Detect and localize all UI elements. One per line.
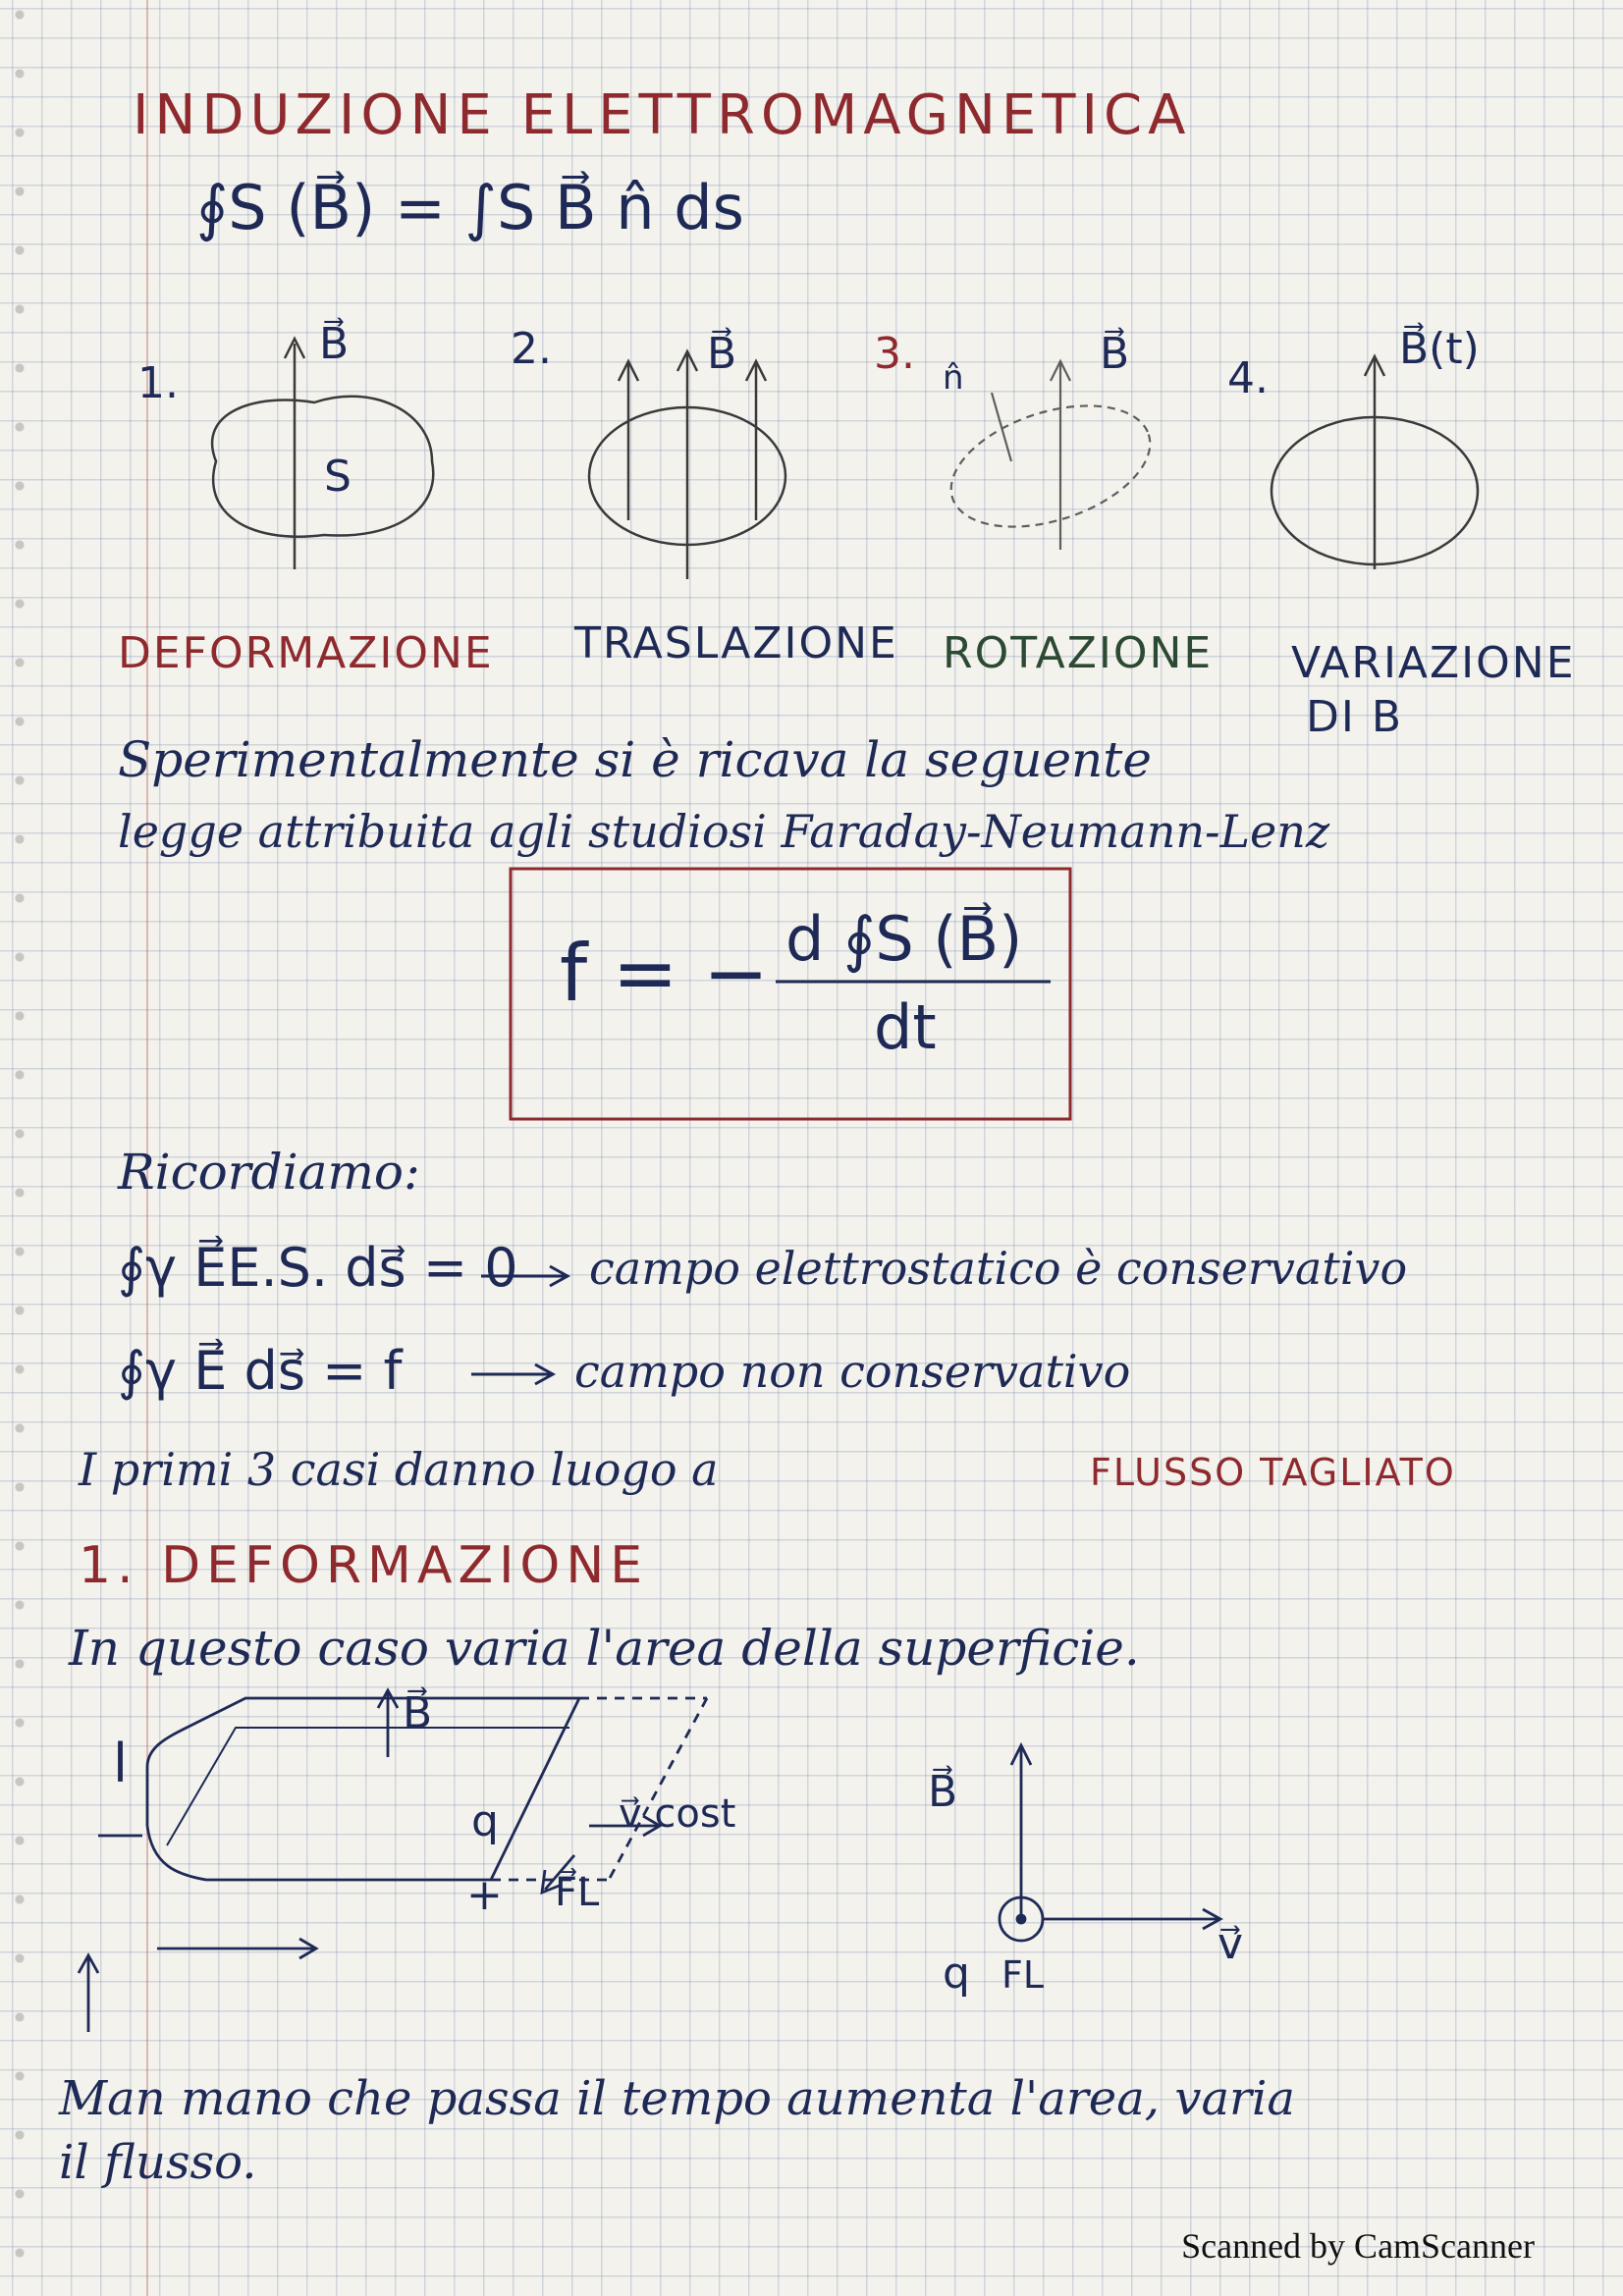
force-diagram-q: q — [943, 1949, 970, 1999]
case2-name: TRASLAZIONE — [574, 618, 898, 668]
recall-heading: Ricordiamo: — [118, 1144, 420, 1201]
recall-formula-2: ∮γ E⃗ ds⃗ = f — [118, 1340, 403, 1402]
text-line-1: Sperimentalmente si è ricava la seguente — [118, 731, 1152, 788]
deformation-diagram — [79, 1690, 707, 2032]
case1-surface-label: S — [324, 452, 352, 502]
case3-number: 3. — [874, 329, 915, 379]
diagram-label-l: l — [113, 1733, 129, 1794]
case1-b-label: B⃗ — [319, 319, 350, 369]
case1-number: 1. — [137, 358, 179, 408]
case3-name: ROTAZIONE — [943, 628, 1214, 678]
section1-heading: 1. DEFORMAZIONE — [79, 1536, 649, 1595]
diagram-label-v: v⃗ cost — [619, 1791, 736, 1837]
scanner-watermark: Scanned by CamScanner — [1181, 2226, 1535, 2266]
case4-name: VARIAZIONE — [1291, 638, 1576, 688]
case2-surface-drawing — [589, 351, 785, 579]
diagram-label-f: F⃗L — [555, 1870, 600, 1915]
case3-b-label: B⃗ — [1100, 329, 1130, 379]
diagram-label-b: B⃗ — [403, 1688, 433, 1738]
case1-name: DEFORMAZIONE — [118, 628, 494, 678]
case4-number: 4. — [1227, 353, 1269, 403]
flusso-tagliato-label: FLUSSO TAGLIATO — [1090, 1451, 1456, 1494]
case4-name-cont: DI B — [1306, 692, 1404, 742]
law-lhs: f = − — [560, 928, 770, 1019]
text-line-2: legge attribuita agli studiosi Faraday-Neumann-Lenz — [118, 805, 1330, 858]
diagram-label-plus: + — [466, 1870, 503, 1920]
force-diagram — [1000, 1745, 1220, 1941]
recall-text-3: I primi 3 casi danno luogo a — [79, 1443, 719, 1496]
force-diagram-v: v⃗ — [1217, 1919, 1244, 1969]
law-numerator: d ∮S (B⃗) — [785, 903, 1023, 975]
closing-line-2: il flusso. — [59, 2135, 257, 2190]
force-diagram-b: B⃗ — [928, 1767, 958, 1817]
force-diagram-fl: FL — [1001, 1953, 1045, 1997]
case1-surface-drawing — [212, 339, 433, 569]
law-denominator: dt — [874, 991, 937, 1063]
recall-formula-1: ∮γ E⃗E.S. ds⃗ = 0 — [118, 1237, 518, 1299]
flux-definition: ∮S (B⃗) = ∫S B⃗ n̂ ds — [196, 172, 744, 243]
recall-text-2: campo non conservativo — [574, 1345, 1131, 1398]
diagram-label-q: q — [471, 1796, 499, 1846]
case4-b-label: B⃗(t) — [1399, 324, 1480, 374]
case2-number: 2. — [511, 324, 552, 374]
case3-surface-drawing — [936, 361, 1165, 550]
page-title: INDUZIONE ELETTROMAGNETICA — [133, 83, 1192, 147]
section1-line: In questo caso varia l'area della superficie. — [69, 1620, 1140, 1677]
recall-text-1: campo elettrostatico è conservativo — [589, 1242, 1408, 1295]
closing-line-1: Man mano che passa il tempo aumenta l'area, varia — [59, 2071, 1295, 2126]
case3-normal-label: n̂ — [943, 358, 964, 398]
case4-surface-drawing — [1271, 356, 1478, 569]
case2-b-label: B⃗ — [707, 329, 737, 379]
